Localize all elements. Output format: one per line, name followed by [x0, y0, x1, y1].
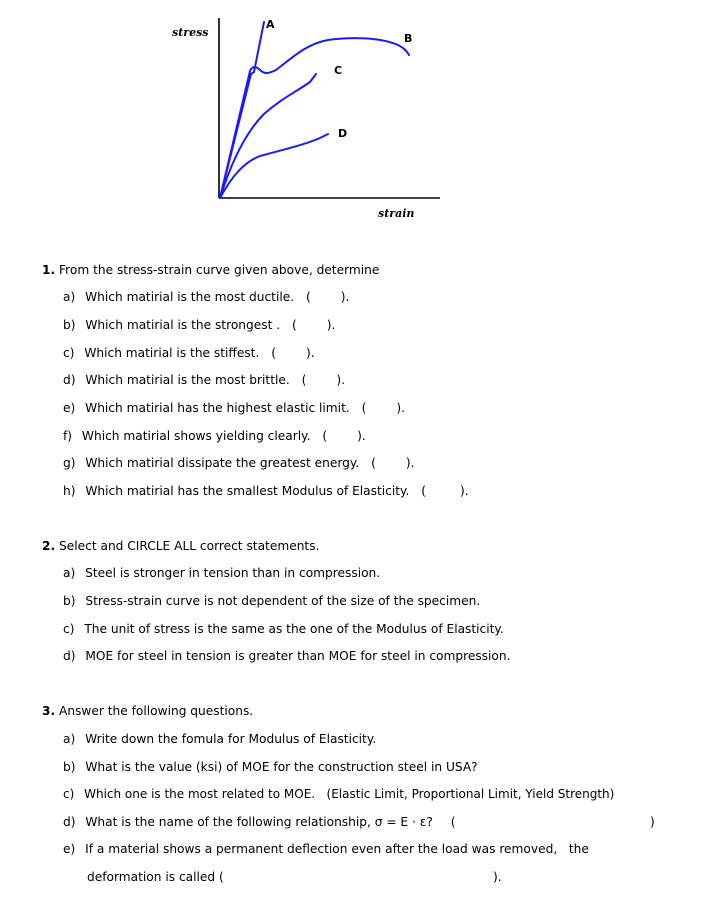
q3-item-e-continued — [87, 870, 224, 884]
y-axis-label: stress — [172, 26, 209, 39]
answer-close: ). — [340, 290, 350, 304]
curve-label-b: B — [404, 32, 413, 45]
item-letter: e) — [63, 401, 76, 415]
answer-open: ( — [292, 318, 297, 332]
answer-open: ( — [322, 429, 328, 443]
answer-close: ). — [396, 401, 406, 415]
answer-close: ). — [460, 484, 469, 498]
q3-item-e — [63, 842, 589, 856]
item-text: Which matirial is the most ductile. — [85, 290, 295, 304]
item-text: Which matirial dissipate the greatest energy. — [85, 456, 360, 470]
item-letter: d) — [63, 649, 76, 663]
answer-open: ( — [301, 373, 307, 387]
q2-heading — [42, 539, 319, 553]
item-text: Write down the fomula for Modulus of Elasticity. — [85, 732, 377, 746]
item-text: The unit of stress is the same as the one of the Modulus of Elasticity. — [84, 622, 504, 636]
item-letter: c) — [63, 622, 75, 636]
item-text: If a material shows a permanent deflection even after the load was removed, the — [85, 842, 589, 856]
q1-number: 1. — [42, 263, 56, 277]
item-text: Steel is stronger in tension than in compression. — [85, 566, 381, 580]
q1-item-g — [63, 456, 415, 470]
item-letter: c) — [63, 787, 75, 801]
answer-close: ). — [336, 373, 346, 387]
answer-open: ( — [361, 401, 367, 415]
q2-item-a[interactable] — [63, 566, 380, 580]
item-letter: d) — [63, 373, 76, 387]
q3-number: 3. — [42, 704, 56, 718]
stress-strain-figure — [160, 10, 450, 230]
item-letter: g) — [63, 456, 76, 470]
q3-item-a — [63, 732, 376, 746]
item-text: Which matirial shows yielding clearly. — [81, 429, 311, 443]
answer-close: ). — [357, 429, 366, 443]
item-text: Stress-strain curve is not dependent of the size of the specimen. — [85, 594, 481, 608]
item-letter: e) — [63, 842, 76, 856]
answer-open: ( — [305, 290, 311, 304]
item-letter: b) — [63, 318, 76, 332]
answer-open: ( — [271, 346, 276, 360]
item-letter: a) — [63, 290, 76, 304]
item-letter: h) — [63, 484, 76, 498]
answer-open: ( — [421, 484, 427, 498]
q2-item-c[interactable] — [63, 622, 504, 636]
q1-item-e — [63, 401, 405, 415]
curve-label-c: C — [334, 64, 343, 77]
item-text: Which matirial is the most brittle. — [85, 373, 290, 387]
item-text: deformation is called ( — [87, 870, 224, 884]
q3-item-c — [63, 787, 614, 801]
item-text: Which matirial has the smallest Modulus of Elasticity. — [85, 484, 410, 498]
q2-prompt: Select and CIRCLE ALL correct statements. — [59, 539, 320, 553]
q1-item-c — [63, 346, 315, 360]
q1-prompt: From the stress-strain curve given above, determine — [59, 263, 380, 277]
q1-item-a — [63, 290, 349, 304]
q3-prompt: Answer the following questions. — [59, 704, 254, 718]
item-letter: a) — [63, 566, 76, 580]
q1-item-f — [63, 429, 366, 443]
q2-number: 2. — [42, 539, 56, 553]
item-text: MOE for steel in tension is greater than MOE for steel in compression. — [85, 649, 511, 663]
answer-close: ). — [405, 456, 415, 470]
item-letter: f) — [63, 429, 73, 443]
item-text: Which matirial is the strongest . — [85, 318, 281, 332]
q1-item-h — [63, 484, 469, 498]
q3-item-d — [63, 815, 455, 829]
item-text: Which matirial has the highest elastic limit. — [85, 401, 350, 415]
item-letter: c) — [63, 346, 75, 360]
q1-heading — [42, 263, 379, 277]
q3-item-e-close: ). — [493, 870, 502, 884]
item-letter: a) — [63, 732, 76, 746]
item-text: Which matirial is the stiffest. — [84, 346, 260, 360]
q2-item-b[interactable] — [63, 594, 480, 608]
item-letter: d) — [63, 815, 76, 829]
item-text: Which one is the most related to MOE. (Elastic Limit, Proportional Limit, Yield Strength) — [84, 787, 615, 801]
item-letter: b) — [63, 594, 76, 608]
answer-close: ). — [326, 318, 336, 332]
curve-b — [220, 38, 409, 198]
q3-heading — [42, 704, 253, 718]
item-letter: b) — [63, 760, 76, 774]
q2-item-d[interactable] — [63, 649, 510, 663]
item-text: What is the value (ksi) of MOE for the construction steel in USA? — [85, 760, 478, 774]
curve-d — [220, 134, 328, 198]
q3-item-d-close: ) — [650, 815, 655, 829]
curve-label-a: A — [266, 18, 275, 31]
answer-open: ( — [371, 456, 376, 470]
q1-item-d — [63, 373, 345, 387]
q3-item-b — [63, 760, 478, 774]
answer-open: ( — [450, 815, 456, 829]
x-axis-label: strain — [378, 207, 415, 220]
item-text: What is the name of the following relationship, σ = E · ε? — [85, 815, 433, 829]
answer-close: ). — [305, 346, 315, 360]
q1-item-b — [63, 318, 335, 332]
curve-label-d: D — [338, 127, 348, 140]
